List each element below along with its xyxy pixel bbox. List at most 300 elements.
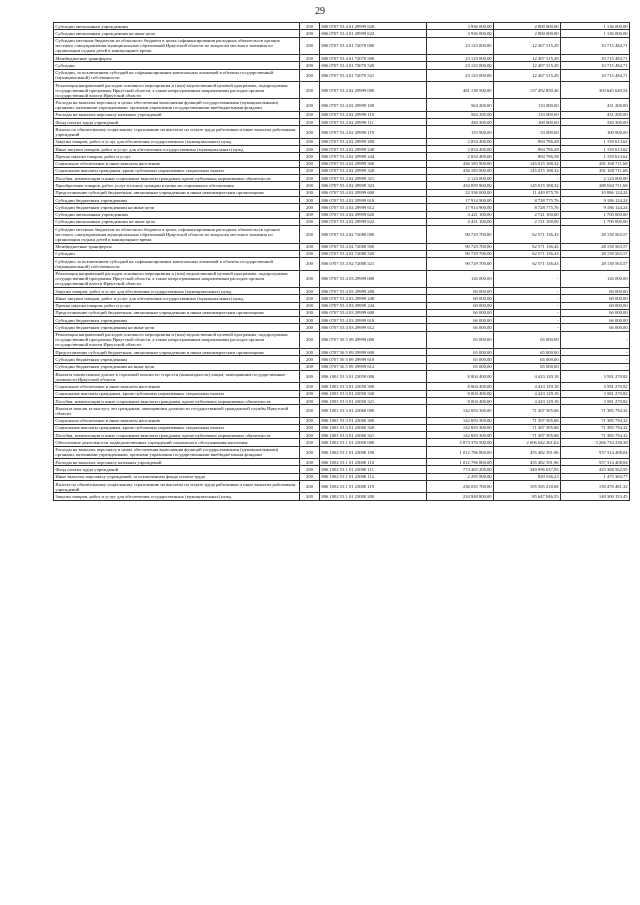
- row-executed-cell: 62 571 136,43: [494, 226, 561, 243]
- row-line-code-cell: 200: [300, 309, 320, 316]
- row-approved-cell: 90 729 700,00: [427, 243, 494, 250]
- row-line-code-cell: 200: [300, 226, 320, 243]
- row-unexecuted-cell: 557 314 408,04: [561, 459, 630, 466]
- row-approved-cell: 564 200,00: [427, 111, 494, 118]
- row-approved-cell: 66 000,00: [427, 317, 494, 324]
- row-unexecuted-cell: 3 581 270,82: [561, 371, 630, 383]
- row-name-cell: Социальные выплаты гражданам, кроме публичных нормативных социальных выплат: [54, 424, 300, 431]
- row-executed-cell: 12 407 515,29: [494, 55, 561, 62]
- row-name-cell: Субсидии бюджетным учреждениям на иные цели: [54, 204, 300, 211]
- row-name-cell: Предоставление субсидий бюджетным, автономным учреждениям и иным некоммерческим организациям: [54, 189, 300, 196]
- row-line-code-cell: 200: [300, 302, 320, 309]
- row-name-cell: Межбюджетные трансферты: [54, 243, 300, 250]
- row-executed-cell: 4 423 129,18: [494, 397, 561, 404]
- row-unexecuted-cell: 557 314 408,04: [561, 446, 630, 458]
- row-name-cell: Приобретение товаров, работ, услуг в пользу граждан в целях их социального обеспечения: [54, 182, 300, 189]
- row-line-code-cell: 200: [300, 37, 320, 54]
- row-unexecuted-cell: 100 900,00: [561, 126, 630, 138]
- table-row: [54, 250, 630, 257]
- table-row: [54, 258, 630, 270]
- row-name-cell: Пособия, компенсации и иные социальные выплаты гражданам, кроме публичных нормативных обязательств: [54, 175, 300, 182]
- row-unexecuted-cell: 60 000,00: [561, 302, 630, 309]
- row-approved-cell: 8 004 400,00: [427, 371, 494, 383]
- row-line-code-cell: 200: [300, 119, 320, 126]
- row-approved-cell: 23 123 000,00: [427, 37, 494, 54]
- row-line-code-cell: 200: [300, 167, 320, 174]
- row-line-code-cell: 200: [300, 331, 320, 348]
- row-budget-code-cell: 806 0707 56 5 09 29999 612: [320, 363, 427, 370]
- row-executed-cell: 65 000,00: [494, 363, 561, 370]
- row-approved-cell: 126 000,00: [427, 270, 494, 287]
- row-approved-cell: 8 004 400,00: [427, 390, 494, 397]
- row-unexecuted-cell: 10 715 484,71: [561, 69, 630, 81]
- row-name-cell: Иные закупки товаров, работ и услуг для обеспечения государственных (муниципальных) нужд: [54, 295, 300, 302]
- row-line-code-cell: 200: [300, 349, 320, 356]
- row-executed-cell: 71 307 505,68: [494, 424, 561, 431]
- row-budget-code-cell: 806 0707 53 4 02 29999 323: [320, 182, 427, 189]
- row-line-code-cell: 200: [300, 146, 320, 153]
- row-approved-cell: 60 000,00: [427, 302, 494, 309]
- table-row: [54, 331, 630, 348]
- row-name-cell: Обеспечение деятельности подведомственных учреждений социального обслуживания населения: [54, 439, 300, 446]
- row-line-code-cell: 200: [300, 62, 320, 69]
- row-executed-cell: 62 571 136,43: [494, 250, 561, 257]
- row-unexecuted-cell: -: [561, 363, 630, 370]
- row-unexecuted-cell: 3 581 270,82: [561, 383, 630, 390]
- row-executed-cell: 8 728 775,76: [494, 204, 561, 211]
- row-approved-cell: 461 138 500,00: [427, 81, 494, 98]
- row-budget-code-cell: 806 1001 53 3 01 23060 300: [320, 417, 427, 424]
- row-approved-cell: 2 054 400,00: [427, 153, 494, 160]
- row-name-cell: Взносы по обязательному социальному страхованию на выплаты по оплате труда работников и иные выплаты работникам учреждений: [54, 480, 300, 492]
- row-line-code-cell: 200: [300, 81, 320, 98]
- row-line-code-cell: 200: [300, 204, 320, 211]
- row-budget-code-cell: 806 1001 53 3 01 23060 321: [320, 432, 427, 439]
- table-row: [54, 153, 630, 160]
- row-line-code-cell: 200: [300, 55, 320, 62]
- row-name-cell: Субсидии бюджетным учреждениям на иные цели: [54, 324, 300, 331]
- row-budget-code-cell: 806 1002 53 1 01 23000 000: [320, 439, 427, 446]
- row-budget-code-cell: 806 0707 53 4 02 29999 110: [320, 111, 427, 118]
- table-row: [54, 446, 630, 458]
- row-executed-cell: 2 800 000,00: [494, 23, 561, 30]
- row-unexecuted-cell: 2 124 000,00: [561, 175, 630, 182]
- row-budget-code-cell: 806 1002 53 1 01 23000 119: [320, 480, 427, 492]
- row-executed-cell: 71 307 505,68: [494, 417, 561, 424]
- row-budget-code-cell: 806 0707 53 4 03 29999 600: [320, 309, 427, 316]
- row-unexecuted-cell: 3 581 270,82: [561, 390, 630, 397]
- row-line-code-cell: 200: [300, 432, 320, 439]
- row-name-cell: Иные выплаты персоналу учреждений, за исключением фонда оплаты труда: [54, 473, 300, 480]
- row-budget-code-cell: 806 0707 53 4 02 29999 600: [320, 189, 427, 196]
- row-name-cell: Реализация направлений расходов основного мероприятия и (или) ведомственной целевой программы, подпрограммы государственной программы Иркутской области, а также непрограммным направлениям расходов органов государственной власти Иркутской области: [54, 270, 300, 287]
- row-budget-code-cell: 806 0707 53 4 03 29999 612: [320, 324, 427, 331]
- row-executed-cell: -: [494, 288, 561, 295]
- row-budget-code-cell: 806 0707 56 5 09 29999 600: [320, 349, 427, 356]
- table-row: [54, 189, 630, 196]
- row-budget-code-cell: 806 1001 53 3 01 23060 320: [320, 424, 427, 431]
- row-unexecuted-cell: -: [561, 331, 630, 348]
- row-line-code-cell: 200: [300, 480, 320, 492]
- row-name-cell: Фонд оплаты труда учреждений: [54, 119, 300, 126]
- row-approved-cell: 22 336 000,00: [427, 189, 494, 196]
- row-approved-cell: 142 693 300,00: [427, 405, 494, 417]
- table-row: [54, 175, 630, 182]
- row-approved-cell: 133 900,00: [427, 126, 494, 138]
- row-budget-code-cell: 806 0707 56 5 09 29999 000: [320, 331, 427, 348]
- row-name-cell: Расходы на выплаты персоналу казенных учреждений: [54, 111, 300, 118]
- row-name-cell: Реализация направлений расходов основного мероприятия и (или) ведомственной целевой программы, подпрограммы государственной программы Иркутской области, а также непрограммным направлениям расходов органов государственной власти Иркутской области: [54, 81, 300, 98]
- row-unexecuted-cell: 431 200,00: [561, 111, 630, 118]
- row-approved-cell: 8 004 400,00: [427, 397, 494, 404]
- row-name-cell: Субсидии бюджетным учреждениям: [54, 356, 300, 363]
- row-approved-cell: 23 123 000,00: [427, 55, 494, 62]
- row-unexecuted-cell: 71 385 794,32: [561, 432, 630, 439]
- row-unexecuted-cell: 291 168 711,68: [561, 167, 630, 174]
- table-row: [54, 405, 630, 417]
- table-row: [54, 317, 630, 324]
- table-row: [54, 383, 630, 390]
- row-unexecuted-cell: 1 475 363,77: [561, 473, 630, 480]
- row-unexecuted-cell: 10 886 124,24: [561, 189, 630, 196]
- row-line-code-cell: 200: [300, 250, 320, 257]
- table-row: [54, 138, 630, 145]
- table-row: [54, 397, 630, 404]
- budget-table-body: [54, 23, 630, 501]
- row-line-code-cell: 200: [300, 356, 320, 363]
- row-name-cell: Предоставление субсидий бюджетным, автономным учреждениям и иным некоммерческим организациям: [54, 349, 300, 356]
- row-budget-code-cell: 806 0707 56 5 09 29999 610: [320, 356, 427, 363]
- row-line-code-cell: 200: [300, 211, 320, 218]
- row-approved-cell: 17 914 900,00: [427, 197, 494, 204]
- row-unexecuted-cell: 291 168 711,68: [561, 160, 630, 167]
- row-budget-code-cell: 806 0707 53 4 02 29999 100: [320, 99, 427, 111]
- row-name-cell: Субсидии бюджетным учреждениям: [54, 197, 300, 204]
- row-budget-code-cell: 806 0707 53 4 02 29999 111: [320, 119, 427, 126]
- row-executed-cell: 12 407 515,29: [494, 37, 561, 54]
- row-executed-cell: 145 015 188,32: [494, 160, 561, 167]
- table-row: [54, 424, 630, 431]
- row-name-cell: Социальные выплаты гражданам, кроме публичных нормативных социальных выплат: [54, 390, 300, 397]
- row-executed-cell: 894 786,38: [494, 138, 561, 145]
- row-line-code-cell: 200: [300, 424, 320, 431]
- row-approved-cell: 434 059 900,00: [427, 182, 494, 189]
- row-unexecuted-cell: 1 136 000,00: [561, 23, 630, 30]
- row-executed-cell: 62 571 136,43: [494, 243, 561, 250]
- row-budget-code-cell: 806 1002 53 1 01 23000 111: [320, 466, 427, 473]
- row-executed-cell: 12 407 515,29: [494, 62, 561, 69]
- table-row: [54, 119, 630, 126]
- row-budget-code-cell: 806 0707 53 4 02 29999 300: [320, 160, 427, 167]
- row-executed-cell: 133 000,00: [494, 111, 561, 118]
- row-name-cell: Прочая закупка товаров, работ и услуг: [54, 153, 300, 160]
- row-unexecuted-cell: 10 715 484,71: [561, 62, 630, 69]
- table-row: [54, 302, 630, 309]
- row-approved-cell: 2 054 400,00: [427, 138, 494, 145]
- row-executed-cell: -: [494, 324, 561, 331]
- row-unexecuted-cell: 60 000,00: [561, 288, 630, 295]
- row-name-cell: Расходы на выплаты персоналу в целях обеспечения выполнения функций государственными (муниципальными) органами, казенными учреждениями, органами управления государственными внебюджетными фондами: [54, 99, 300, 111]
- row-budget-code-cell: 806 0707 53 4 02 29999 000: [320, 81, 427, 98]
- table-row: [54, 363, 630, 370]
- row-approved-cell: 90 729 700,00: [427, 226, 494, 243]
- row-name-cell: Субсидии местным бюджетам из областного бюджета в целях софинансирования расходных обязательств органов местного самоуправления муниципальных образований Иркутской области по вопросам местного значения по организации отдыха детей в каникулярное время: [54, 226, 300, 243]
- row-name-cell: Закупка товаров, работ и услуг для обеспечения государственных (муниципальных) нужд: [54, 138, 300, 145]
- row-budget-code-cell: 806 0707 53 4 02 72080 520: [320, 250, 427, 257]
- table-row: [54, 160, 630, 167]
- row-line-code-cell: 200: [300, 466, 320, 473]
- row-unexecuted-cell: 9 186 124,24: [561, 197, 630, 204]
- row-approved-cell: 65 000,00: [427, 331, 494, 348]
- row-name-cell: Социальное обеспечение и иные выплаты населению: [54, 383, 300, 390]
- table-row: [54, 473, 630, 480]
- row-executed-cell: 2 606 642 261,62: [494, 439, 561, 446]
- row-line-code-cell: 200: [300, 138, 320, 145]
- row-name-cell: Субсидии автономным учреждениям на иные цели: [54, 218, 300, 225]
- table-row: [54, 295, 630, 302]
- row-unexecuted-cell: 126 000,00: [561, 270, 630, 287]
- row-budget-code-cell: 806 0707 53 4 02 29999 320: [320, 167, 427, 174]
- table-row: [54, 218, 630, 225]
- row-name-cell: Субсидии, за исключением субсидий на софинансирование капитальных вложений в объекты государственной (муниципальной) собственности: [54, 258, 300, 270]
- row-line-code-cell: 200: [300, 363, 320, 370]
- row-name-cell: Социальные выплаты гражданам, кроме публичных нормативных социальных выплат: [54, 167, 300, 174]
- row-name-cell: Социальное обеспечение и иные выплаты населению: [54, 160, 300, 167]
- row-executed-cell: 105 565 218,68: [494, 480, 561, 492]
- row-name-cell: Закупка товаров, работ и услуг для обеспечения государственных (муниципальных) нужд: [54, 493, 300, 500]
- row-line-code-cell: 200: [300, 270, 320, 287]
- row-approved-cell: 65 000,00: [427, 349, 494, 356]
- table-row: [54, 197, 630, 204]
- row-budget-code-cell: 806 0707 53 4 01 29999 620: [320, 23, 427, 30]
- row-budget-code-cell: 806 1001 53 3 01 23050 000: [320, 371, 427, 383]
- row-budget-code-cell: 806 0707 53 4 02 29999 200: [320, 138, 427, 145]
- row-unexecuted-cell: 289 044 711,68: [561, 182, 630, 189]
- row-approved-cell: 142 693 300,00: [427, 424, 494, 431]
- row-approved-cell: 4 421 100,00: [427, 218, 494, 225]
- row-budget-code-cell: 806 0707 53 4 02 29999 240: [320, 146, 427, 153]
- row-name-cell: Субсидии, за исключением субсидий на софинансирование капитальных вложений в объекты государственной (муниципальной) собственности: [54, 69, 300, 81]
- row-line-code-cell: 200: [300, 439, 320, 446]
- row-executed-cell: 2 721 100,00: [494, 218, 561, 225]
- row-unexecuted-cell: 1 159 613,62: [561, 146, 630, 153]
- row-executed-cell: 145 015 188,32: [494, 182, 561, 189]
- page-number: 29: [315, 6, 325, 17]
- row-executed-cell: 4 423 129,18: [494, 390, 561, 397]
- row-budget-code-cell: 806 0707 53 4 02 72080 000: [320, 226, 427, 243]
- row-executed-cell: 455 482 391,96: [494, 459, 561, 466]
- row-approved-cell: 3 936 000,00: [427, 30, 494, 37]
- table-row: [54, 324, 630, 331]
- row-executed-cell: -: [494, 317, 561, 324]
- row-unexecuted-cell: 425 368 562,95: [561, 466, 630, 473]
- row-budget-code-cell: 806 0707 53 4 02 29999 119: [320, 126, 427, 138]
- row-name-cell: Субсидии автономным учреждениям: [54, 211, 300, 218]
- row-budget-code-cell: 806 0707 53 4 01 72070 500: [320, 55, 427, 62]
- row-unexecuted-cell: 10 715 484,71: [561, 37, 630, 54]
- row-approved-cell: 2 295 900,00: [427, 473, 494, 480]
- table-row: [54, 243, 630, 250]
- row-line-code-cell: 200: [300, 317, 320, 324]
- row-name-cell: Прочая закупка товаров, работ и услуг: [54, 302, 300, 309]
- table-row: [54, 37, 630, 54]
- row-executed-cell: 71 307 505,68: [494, 405, 561, 417]
- row-line-code-cell: 200: [300, 153, 320, 160]
- row-line-code-cell: 200: [300, 295, 320, 302]
- table-row: [54, 270, 630, 287]
- row-line-code-cell: 200: [300, 175, 320, 182]
- row-line-code-cell: 200: [300, 258, 320, 270]
- row-name-cell: Закупка товаров, работ и услуг для обеспечения государственных (муниципальных) нужд: [54, 288, 300, 295]
- row-approved-cell: 564 200,00: [427, 99, 494, 111]
- row-unexecuted-cell: 28 158 563,57: [561, 258, 630, 270]
- row-approved-cell: 3 936 000,00: [427, 23, 494, 30]
- row-name-cell: Субсидии: [54, 250, 300, 257]
- row-unexecuted-cell: -: [561, 349, 630, 356]
- row-approved-cell: 60 000,00: [427, 295, 494, 302]
- row-line-code-cell: 200: [300, 405, 320, 417]
- row-name-cell: Выплата пенсии за выслугу лет гражданам, замещавшим должности государственной гражданской службы Иркутской области: [54, 405, 300, 417]
- table-row: [54, 99, 630, 111]
- row-unexecuted-cell: 303 645 649,54: [561, 81, 630, 98]
- row-line-code-cell: 200: [300, 324, 320, 331]
- row-budget-code-cell: 806 0707 53 4 01 72070 000: [320, 37, 427, 54]
- row-name-cell: Пособия, компенсации и иные социальные выплаты гражданам, кроме публичных нормативных обязательств: [54, 397, 300, 404]
- row-approved-cell: 23 123 000,00: [427, 69, 494, 81]
- table-row: [54, 126, 630, 138]
- row-unexecuted-cell: 1 700 000,00: [561, 218, 630, 225]
- row-executed-cell: 65 000,00: [494, 356, 561, 363]
- row-approved-cell: 1 012 796 800,00: [427, 446, 494, 458]
- row-approved-cell: 2 054 400,00: [427, 146, 494, 153]
- row-unexecuted-cell: 1 159 613,62: [561, 138, 630, 145]
- row-executed-cell: -: [494, 309, 561, 316]
- row-unexecuted-cell: 28 158 563,57: [561, 226, 630, 243]
- row-approved-cell: 2 124 000,00: [427, 175, 494, 182]
- row-approved-cell: 436 183 900,00: [427, 167, 494, 174]
- row-unexecuted-cell: 66 000,00: [561, 317, 630, 324]
- row-budget-code-cell: 806 0707 53 4 03 29999 610: [320, 317, 427, 324]
- row-approved-cell: 1 012 796 800,00: [427, 459, 494, 466]
- row-budget-code-cell: 806 1002 53 1 01 23000 100: [320, 446, 427, 458]
- row-executed-cell: -: [494, 295, 561, 302]
- row-approved-cell: 774 465 200,00: [427, 466, 494, 473]
- row-approved-cell: 66 000,00: [427, 324, 494, 331]
- row-approved-cell: 142 693 300,00: [427, 417, 494, 424]
- row-line-code-cell: 200: [300, 390, 320, 397]
- row-budget-code-cell: 806 1002 53 1 01 23000 112: [320, 473, 427, 480]
- row-line-code-cell: 200: [300, 417, 320, 424]
- row-executed-cell: 4 423 129,18: [494, 383, 561, 390]
- row-approved-cell: 65 000,00: [427, 363, 494, 370]
- row-unexecuted-cell: -: [561, 356, 630, 363]
- row-line-code-cell: 200: [300, 126, 320, 138]
- row-name-cell: Реализация направлений расходов основного мероприятия и (или) ведомственной целевой программы, подпрограммы государственной программы Иркутской области, а также непрограммным направлениям расходов органов государственной власти Иркутской области: [54, 331, 300, 348]
- row-approved-cell: 234 948 800,00: [427, 493, 494, 500]
- row-unexecuted-cell: 330 300,00: [561, 119, 630, 126]
- row-line-code-cell: 200: [300, 197, 320, 204]
- table-row: [54, 167, 630, 174]
- row-name-cell: Фонд оплаты труда учреждений: [54, 466, 300, 473]
- row-executed-cell: 894 786,38: [494, 153, 561, 160]
- row-executed-cell: 2 800 000,00: [494, 30, 561, 37]
- row-executed-cell: 455 482 391,96: [494, 446, 561, 458]
- row-line-code-cell: 200: [300, 189, 320, 196]
- row-budget-code-cell: 806 0707 53 4 03 29999 000: [320, 270, 427, 287]
- row-approved-cell: 60 000,00: [427, 288, 494, 295]
- table-row: [54, 459, 630, 466]
- row-unexecuted-cell: 28 158 563,57: [561, 250, 630, 257]
- row-budget-code-cell: 806 0707 53 4 02 29999 612: [320, 204, 427, 211]
- row-approved-cell: 23 123 000,00: [427, 62, 494, 69]
- row-budget-code-cell: 806 0707 53 4 03 29999 244: [320, 302, 427, 309]
- row-executed-cell: 4 423 129,18: [494, 371, 561, 383]
- table-row: [54, 55, 630, 62]
- row-budget-code-cell: 806 0707 53 4 01 29999 622: [320, 30, 427, 37]
- row-unexecuted-cell: 28 158 563,57: [561, 243, 630, 250]
- row-line-code-cell: 200: [300, 30, 320, 37]
- row-executed-cell: 33 000,00: [494, 126, 561, 138]
- table-row: [54, 111, 630, 118]
- row-executed-cell: 145 015 188,32: [494, 167, 561, 174]
- table-row: [54, 226, 630, 243]
- row-line-code-cell: 200: [300, 493, 320, 500]
- table-row: [54, 493, 630, 500]
- row-unexecuted-cell: 1 159 613,62: [561, 153, 630, 160]
- row-executed-cell: -: [494, 270, 561, 287]
- row-line-code-cell: 200: [300, 371, 320, 383]
- row-budget-code-cell: 806 0707 53 4 02 29999 610: [320, 197, 427, 204]
- row-executed-cell: 2 721 100,00: [494, 211, 561, 218]
- row-approved-cell: 4 421 100,00: [427, 211, 494, 218]
- row-name-cell: Взносы по обязательному социальному страхованию на выплаты по оплате труда работников и иные выплаты работникам учреждений: [54, 126, 300, 138]
- table-row: [54, 356, 630, 363]
- row-unexecuted-cell: 9 186 124,24: [561, 204, 630, 211]
- row-unexecuted-cell: 66 000,00: [561, 324, 630, 331]
- row-budget-code-cell: 806 0707 53 4 02 72080 500: [320, 243, 427, 250]
- row-name-cell: Субсидии автономным учреждениям на иные цели: [54, 30, 300, 37]
- row-name-cell: Субсидии автономным учреждениям: [54, 23, 300, 30]
- row-executed-cell: 11 449 875,76: [494, 189, 561, 196]
- row-budget-code-cell: 806 1001 53 3 01 23060 000: [320, 405, 427, 417]
- row-executed-cell: 349 096 637,05: [494, 466, 561, 473]
- row-name-cell: Субсидии бюджетным учреждениям на иные цели: [54, 363, 300, 370]
- row-executed-cell: 71 307 505,68: [494, 432, 561, 439]
- row-budget-code-cell: 806 1001 53 3 01 23050 300: [320, 383, 427, 390]
- row-name-cell: Расходы на выплаты персоналу в целях обеспечения выполнения функций государственными (муниципальными) органами, казенными учреждениями, органами управления государственными внебюджетными фондами: [54, 446, 300, 458]
- table-row: [54, 30, 630, 37]
- table-row: [54, 288, 630, 295]
- row-budget-code-cell: 806 1002 53 1 01 23000 110: [320, 459, 427, 466]
- table-row: [54, 81, 630, 98]
- row-approved-cell: 236 035 700,00: [427, 480, 494, 492]
- table-row: [54, 480, 630, 492]
- row-unexecuted-cell: 71 385 794,32: [561, 417, 630, 424]
- table-row: [54, 466, 630, 473]
- row-approved-cell: 90 729 700,00: [427, 258, 494, 270]
- row-executed-cell: 157 492 850,46: [494, 81, 561, 98]
- row-name-cell: Выплата ежемесячных доплат к страховой пенсии по старости (инвалидности) лицам, замещавшим государственные должности Иркутской области: [54, 371, 300, 383]
- row-budget-code-cell: 806 1001 53 3 01 23050 321: [320, 397, 427, 404]
- table-row: [54, 390, 630, 397]
- table-row: [54, 62, 630, 69]
- row-line-code-cell: 200: [300, 446, 320, 458]
- row-approved-cell: 17 914 900,00: [427, 204, 494, 211]
- row-name-cell: Субсидии: [54, 62, 300, 69]
- row-line-code-cell: 200: [300, 23, 320, 30]
- row-budget-code-cell: 806 0707 53 4 01 72070 521: [320, 69, 427, 81]
- row-name-cell: Социальное обеспечение и иные выплаты населению: [54, 417, 300, 424]
